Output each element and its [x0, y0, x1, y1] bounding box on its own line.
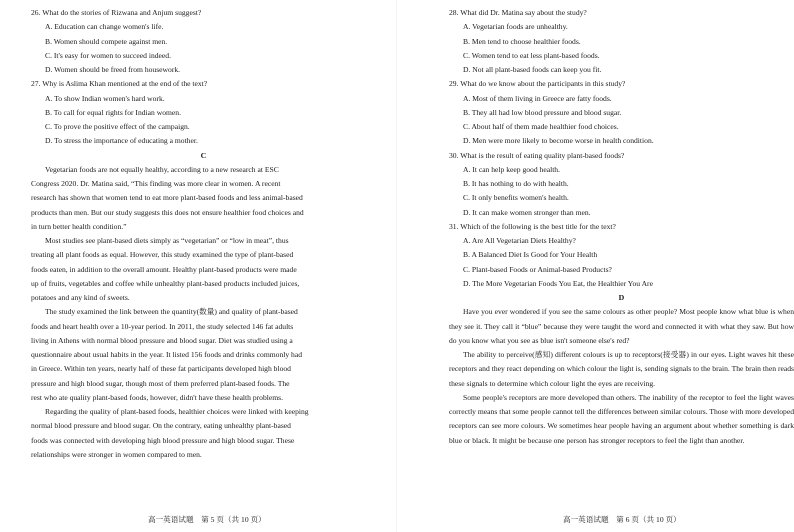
- passage-c-paragraph-1-line: research has shown that women tend to eat more plant-based foods and less animal-based: [31, 193, 303, 203]
- passage-c-paragraph-2-line: Most studies see plant-based diets simply as “vegetarian” or “low in meat”, thus: [45, 236, 289, 245]
- page-divider: [396, 0, 397, 532]
- right-page: [449, 6, 794, 448]
- question-27-stem: 27. Why is Aslima Khan mentioned at the end of the text?: [31, 79, 208, 89]
- question-28-option-a: A. Vegetarian foods are unhealthy.: [463, 22, 568, 32]
- left-page: [31, 6, 376, 462]
- passage-c-paragraph-3-line: in Greece. Within ten years, nearly half of these fat participants developed high blood: [31, 364, 291, 374]
- passage-c-paragraph-3-line: The study examined the link between the quantity(数量) and quality of plant-based: [45, 307, 298, 317]
- passage-c-paragraph-1-line: Vegetarian foods are not equally healthy, according to a new research at ESC: [45, 164, 279, 174]
- passage-c-paragraph-2-line: treating all plant foods as equal. However, this study examined the type of plant-based: [31, 250, 294, 260]
- question-26-option-c: C. It's easy for women to succeed indeed.: [45, 50, 171, 60]
- question-29-option-d: D. Men were more likely to become worse in health condition.: [463, 136, 654, 146]
- passage-c-paragraph-1-line: products than men. But our study suggests this does not ensure healthier food choices and: [31, 207, 304, 217]
- passage-c-paragraph-3-line: questionnaire about usual habits in the year. It listed 156 foods and drinks commonly had: [31, 350, 303, 359]
- passage-c-paragraph-3-line: pressure and high blood sugar, though most of them preferred plant-based foods. The: [31, 378, 290, 388]
- question-30-option-c: C. It only benefits women's health.: [463, 193, 569, 203]
- passage-c-paragraph-2-line: potatoes and any kind of sweets.: [31, 293, 130, 302]
- passage-c-paragraph-4-line: relationships were stronger in women compared to men.: [31, 449, 202, 459]
- passage-c-paragraph-2-line: up of fruits, vegetables and coffee while unhealthy plant-based products included juices,: [31, 278, 300, 288]
- passage-d-paragraph-2: The ability to perceive(感知) different colours is up to receptors(接受器) in our eyes. Light waves hit these receptors and they react depending on which colour the light is, sending signals to the brain. The brain then reads these signals to determine which colour light the eyes are receiving.: [449, 350, 794, 388]
- passage-d-paragraph-1: Have you ever wondered if you see the same colours as other people? Most people know what blue is when they see it. They call it “blue” because they were taught the word and connected it with what they saw. But how do you know what you see as blue isn't someone else's red?: [449, 307, 794, 345]
- question-30-option-a: A. It can help keep good health.: [463, 164, 560, 174]
- question-29-option-a: A. Most of them living in Greece are fatty foods.: [463, 93, 612, 103]
- question-27-option-b: B. To call for equal rights for Indian women.: [45, 107, 181, 117]
- passage-c-paragraph-4-line: Regarding the quality of plant-based foods, healthier choices were linked with keeping: [45, 407, 309, 416]
- section-d-heading: D: [618, 293, 625, 302]
- question-30-option-d: D. It can make women stronger than men.: [463, 207, 591, 217]
- question-31-option-a: A. Are All Vegetarian Diets Healthy?: [463, 236, 576, 245]
- question-29-stem: 29. What do we know about the participants in this study?: [449, 79, 626, 89]
- passage-c-paragraph-4-line: normal blood pressure and blood sugar. On the contrary, eating unhealthy plant-based: [31, 421, 291, 431]
- left-page-footer: 高一英语试题 第 5 页（共 10 页）: [148, 515, 266, 524]
- section-c-heading: C: [200, 150, 207, 160]
- question-29-option-b: B. They all had low blood pressure and blood sugar.: [463, 107, 622, 117]
- question-31-option-b: B. A Balanced Diet Is Good for Your Health: [463, 250, 598, 260]
- right-page-footer: 高一英语试题 第 6 页（共 10 页）: [563, 515, 681, 524]
- question-28-option-d: D. Not all plant-based foods can keep you fit.: [463, 65, 602, 74]
- question-30-stem: 30. What is the result of eating quality plant-based foods?: [449, 150, 625, 160]
- question-31-stem: 31. Which of the following is the best title for the text?: [449, 221, 616, 231]
- question-26-option-a: A. Education can change women's life.: [45, 22, 164, 32]
- question-28-stem: 28. What did Dr. Matina say about the study?: [449, 8, 587, 17]
- question-30-option-b: B. It has nothing to do with health.: [463, 179, 569, 188]
- passage-c-paragraph-2-line: foods eaten, in addition to the overall amount. Healthy plant-based products were made: [31, 264, 297, 274]
- passage-c-paragraph-4-line: foods was connected with developing high blood pressure and high blood sugar. These: [31, 435, 295, 445]
- question-29-option-c: C. About half of them made healthier food choices.: [463, 122, 619, 131]
- question-27-option-a: A. To show Indian women's hard work.: [45, 93, 165, 103]
- passage-c-paragraph-1-line: Congress 2020. Dr. Matina said, “This finding was more clear in women. A recent: [31, 179, 281, 188]
- passage-c-paragraph-3-line: living in Athens with normal blood pressure and blood sugar. Diet was studied using a: [31, 335, 293, 345]
- passage-d-paragraph-3: Some people's receptors are more developed than others. The inability of the receptor to feel the light waves correctly means that some people cannot tell the differences between similar colours. Those with more developed receptors can see more colours. We sometimes hear people having an argument about whether something is dark blue or black. It might be because one person has stronger receptors to feel the light than another.: [449, 392, 794, 445]
- passage-c-paragraph-3-line: rest who ate quality plant-based foods, however, didn't have these health problems.: [31, 392, 284, 402]
- question-26-option-b: B. Women should compete against men.: [45, 36, 168, 46]
- question-31-option-c: C. Plant-based Foods or Animal-based Products?: [463, 264, 612, 274]
- question-26-option-d: D. Women should be freed from housework.: [45, 65, 181, 74]
- question-27-option-c: C. To prove the positive effect of the campaign.: [45, 122, 190, 131]
- question-26-stem: 26. What do the stories of Rizwana and Anjum suggest?: [31, 8, 202, 17]
- question-28-option-b: B. Men tend to choose healthier foods.: [463, 36, 581, 46]
- question-28-option-c: C. Women tend to eat less plant-based foods.: [463, 50, 600, 60]
- question-27-option-d: D. To stress the importance of educating a mother.: [45, 136, 198, 146]
- passage-c-paragraph-1-line: in turn better health condition.”: [31, 221, 127, 231]
- passage-c-paragraph-3-line: foods and heart health over a 10-year period. In 2011, the study selected 146 fat adults: [31, 321, 294, 331]
- question-31-option-d: D. The More Vegetarian Foods You Eat, the Healthier You Are: [463, 278, 653, 288]
